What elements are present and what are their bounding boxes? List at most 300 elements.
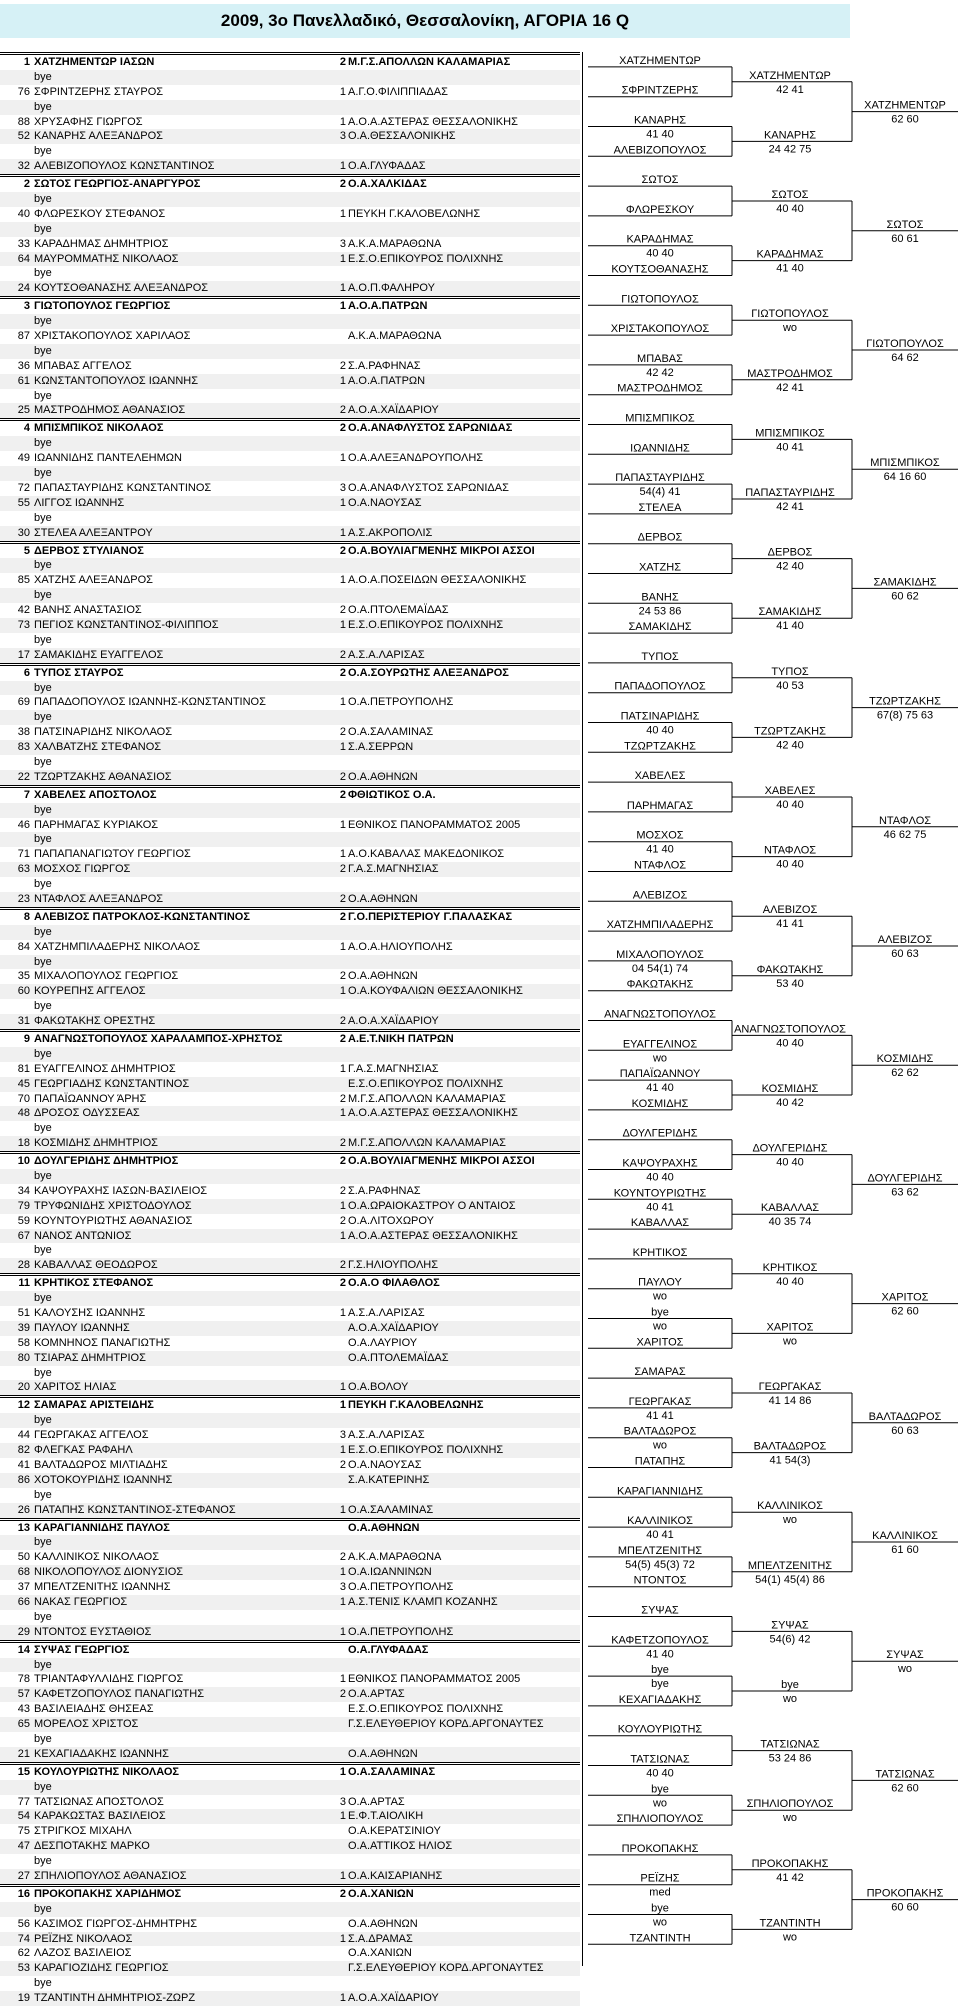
seed-rank: 2: [339, 666, 346, 679]
seed-rank: 1: [339, 1625, 346, 1638]
club-name: Α.Ο.Α.ΧΑΪΔΑΡΙΟΥ: [348, 404, 439, 417]
entry-row: [0, 1380, 580, 1395]
round2-winner: ΠΡΟΚΟΠΑΚΗΣ: [751, 1857, 829, 1870]
round2-score: 41 40: [776, 620, 804, 633]
entry-row: [0, 663, 580, 681]
player-name: ΝΤΑΦΛΟΣ ΑΛΕΞΑΝΔΡΟΣ: [34, 892, 164, 905]
round1-winner: ΧΑΤΖΗΜΠΙΛΑΔΕΡΗΣ: [606, 919, 714, 932]
seed-rank: 2: [339, 544, 346, 557]
round1-winner: ΧΑΤΖΗΣ: [638, 561, 682, 574]
seed-rank: 1: [339, 85, 346, 98]
entry-number: 13: [17, 1521, 30, 1534]
entry-row: [0, 1747, 580, 1762]
player-name: bye: [34, 1488, 52, 1501]
entry-number: 43: [17, 1703, 30, 1716]
round1-winner: ΦΑΚΩΤΑΚΗΣ: [626, 978, 694, 991]
entry-row: [0, 1473, 580, 1488]
seed-rank: 1: [339, 252, 346, 265]
entry-row: [0, 52, 580, 70]
player-name: ΒΑΛΤΑΔΩΡΟΣ ΜΙΛΤΙΑΔΗΣ: [34, 1458, 168, 1471]
qualifier-score: 60 60: [891, 1901, 919, 1914]
round1-winner: ΣΤΕΛΕΑ: [638, 501, 682, 514]
bye-row: [0, 1854, 580, 1869]
player-name: ΜΠΑΒΑΣ ΑΓΓΕΛΟΣ: [34, 359, 132, 372]
entry-number: 4: [23, 422, 30, 435]
club-name: Α.Κ.Α.ΜΑΡΑΘΩΝΑ: [348, 237, 442, 250]
entry-row: [0, 418, 580, 436]
club-name: Ο.Α.ΓΛΥΦΑΔΑΣ: [348, 1643, 429, 1656]
seed-rank: 2: [339, 910, 346, 923]
bye-row: [0, 1780, 580, 1795]
seed-rank: 3: [339, 1795, 346, 1808]
entry-row: [0, 892, 580, 907]
entry-row: [0, 695, 580, 710]
round1-winner: ΜΠΑΒΑΣ: [637, 352, 683, 365]
player-name: ΤΡΥΦΩΝΙΔΗΣ ΧΡΙΣΤΟΔΟΥΛΟΣ: [34, 1199, 192, 1212]
seed-rank: 2: [339, 648, 346, 661]
club-name: ΦΘΙΩΤΙΚΟΣ Ο.Α.: [348, 788, 436, 801]
seed-rank: 1: [339, 1566, 346, 1579]
entry-number: 11: [18, 1277, 30, 1290]
round1-winner: ΝΤΑΦΛΟΣ: [633, 859, 687, 872]
player-name: ΝΙΚΟΛΟΠΟΥΛΟΣ ΔΙΟΝΥΣΙΟΣ: [34, 1566, 184, 1579]
entry-row: [0, 818, 580, 833]
entry-number: 37: [17, 1581, 30, 1594]
seed-rank: 2: [339, 404, 346, 417]
qualifier-score: wo: [897, 1663, 913, 1676]
player-name: ΜΑΥΡΟΜΜΑΤΗΣ ΝΙΚΟΛΑΟΣ: [34, 252, 179, 265]
entry-row: [0, 940, 580, 955]
round2-score: 40 41: [776, 441, 804, 454]
bye-row: [0, 1902, 580, 1917]
entry-row: [0, 1014, 580, 1029]
qualifier-name: ΑΛΕΒΙΖΟΣ: [877, 934, 933, 946]
entry-row: [0, 403, 580, 418]
club-name: Α.Κ.Α.ΜΑΡΑΘΩΝΑ: [348, 1551, 442, 1564]
player-name: bye: [34, 389, 52, 402]
seed-rank: 1: [339, 1595, 346, 1608]
bye-row: [0, 1535, 580, 1550]
bye-row: [0, 1413, 580, 1428]
round2-score: 41 40: [776, 262, 804, 275]
entry-number: 71: [17, 848, 30, 861]
player-name: bye: [34, 1977, 52, 1990]
club-name: Ο.Α.ΧΑΛΚΙΔΑΣ: [348, 178, 427, 191]
seed-rank: 2: [339, 788, 346, 801]
round1-winner: ΤΥΠΟΣ: [641, 650, 679, 663]
player-name: bye: [34, 1414, 52, 1427]
club-name: Σ.Α.ΣΕΡΡΩΝ: [348, 741, 414, 754]
club-name: Μ.Γ.Σ.ΑΠΟΛΛΩΝ ΚΑΛΑΜΑΡΙΑΣ: [348, 1137, 506, 1150]
round2-score: 42 41: [776, 501, 804, 513]
seed-rank: 1: [339, 160, 346, 173]
round1-score: med: [649, 1886, 671, 1899]
seed-rank: 2: [339, 1137, 346, 1150]
player-name: ΚΑΡΑΚΩΣΤΑΣ ΒΑΣΙΛΕΙΟΣ: [34, 1810, 166, 1823]
round2-score: 40 40: [776, 1156, 804, 1169]
player-name: ΜΠΕΛΤΖΕΝΙΤΗΣ ΙΩΑΝΝΗΣ: [34, 1581, 171, 1594]
seed-rank: 3: [339, 237, 346, 250]
club-name: Α.Ο.ΚΑΒΑΛΑΣ ΜΑΚΕΔΟΝΙΚΟΣ: [348, 848, 505, 861]
round1-winner: bye: [651, 1783, 669, 1796]
round2-winner: ΜΠΕΛΤΖΕΝΙΤΗΣ: [747, 1559, 833, 1572]
round2-winner: ΦΑΚΩΤΑΚΗΣ: [756, 963, 824, 976]
entry-row: [0, 159, 580, 174]
seed-rank: 1: [339, 526, 346, 539]
round1-score: 40 40: [646, 724, 674, 737]
entry-row: [0, 1077, 580, 1092]
player-name: ΠΑΠΑΪΩΑΝΝΟΥ ΆΡΗΣ: [34, 1092, 147, 1105]
entry-number: 2: [23, 178, 30, 191]
club-name: Μ.Γ.Σ.ΑΠΟΛΛΩΝ ΚΑΛΑΜΑΡΙΑΣ: [348, 1092, 506, 1105]
player-name: bye: [34, 589, 52, 602]
seed-rank: 1: [339, 115, 346, 128]
round1-score: 40 40: [646, 1767, 674, 1780]
club-name: Σ.Α.ΚΑΤΕΡΙΝΗΣ: [348, 1473, 430, 1486]
entry-number: 57: [17, 1688, 30, 1701]
player-name: ΣΤΕΛΕΑ ΑΛΕΞΑΝΤΡΟΥ: [34, 526, 153, 539]
player-name: bye: [34, 711, 52, 724]
entry-list: [0, 52, 580, 2006]
entry-number: 49: [17, 452, 30, 465]
club-name: Ο.Α.ΑΘΗΝΩΝ: [348, 1521, 420, 1534]
round2-score: 42 40: [776, 739, 804, 752]
round1-winner: ΣΠΗΛΙΟΠΟΥΛΟΣ: [616, 1813, 704, 1826]
entry-row: [0, 1824, 580, 1839]
entry-row: [0, 969, 580, 984]
round1-winner: ΤΖΩΡΤΖΑΚΗΣ: [624, 740, 696, 753]
club-name: Α.Ο.Α.ΠΟΣΕΙΔΩΝ ΘΕΣΣΑΛΟΝΙΚΗΣ: [348, 574, 527, 587]
round1-winner: ΤΖΑΝΤΙΝΤΗ: [629, 1932, 691, 1945]
club-name: Α.Σ.Α.ΛΑΡΙΣΑΣ: [348, 1429, 425, 1442]
player-name: ΣΦΡΙΝΤΖΕΡΗΣ ΣΤΑΥΡΟΣ: [34, 85, 164, 98]
round1-winner: bye: [651, 1902, 669, 1915]
round2-score: 40 40: [776, 203, 804, 215]
club-name: Ο.Α.ΒΟΥΛΙΑΓΜΕΝΗΣ ΜΙΚΡΟΙ ΑΣΣΟΙ: [348, 1155, 535, 1168]
entry-number: 78: [17, 1673, 30, 1686]
player-name: ΜΑΣΤΡΟΔΗΜΟΣ ΑΘΑΝΑΣΙΟΣ: [34, 404, 186, 417]
club-name: Α.Σ.Α.ΛΑΡΙΣΑΣ: [348, 1307, 425, 1320]
bye-row: [0, 1169, 580, 1184]
club-name: Α.Ο.Α.ΧΑΪΔΑΡΙΟΥ: [348, 1992, 439, 2005]
player-name: ΠΑΠΑΠΑΝΑΓΙΩΤΟΥ ΓΕΩΡΓΙΟΣ: [34, 848, 191, 861]
bye-row: [0, 1291, 580, 1306]
round2-winner: ΣΑΜΑΚΙΔΗΣ: [758, 606, 822, 619]
entry-number: 70: [17, 1092, 30, 1105]
entry-number: 73: [17, 618, 30, 631]
player-name: ΜΙΧΑΛΟΠΟΥΛΟΣ ΓΕΩΡΓΙΟΣ: [34, 970, 179, 983]
player-name: bye: [34, 222, 52, 235]
entry-number: 3: [23, 300, 30, 313]
entry-row: [0, 1395, 580, 1413]
entry-row: [0, 1809, 580, 1824]
round1-score: 54(4) 41: [639, 486, 681, 499]
qualifier-score: 62 60: [891, 113, 919, 126]
round2-winner: ΚΟΣΜΙΔΗΣ: [761, 1083, 819, 1095]
player-name: ΝΑΚΑΣ ΓΕΩΡΓΙΟΣ: [34, 1595, 128, 1608]
entry-row: [0, 907, 580, 925]
entry-number: 28: [17, 1259, 30, 1272]
seed-rank: 2: [339, 1155, 346, 1168]
entry-number: 7: [23, 788, 30, 801]
entry-number: 61: [17, 374, 30, 387]
round2-winner: ΤΥΠΟΣ: [771, 665, 809, 678]
bye-row: [0, 1732, 580, 1747]
round1-winner: ΧΑΒΕΛΕΣ: [634, 770, 686, 783]
round2-winner: ΒΑΛΤΑΔΩΡΟΣ: [753, 1440, 827, 1453]
player-name: ΝΤΟΝΤΟΣ ΕΥΣΤΑΘΙΟΣ: [34, 1625, 152, 1638]
player-name: bye: [34, 1780, 52, 1793]
entry-row: [0, 1961, 580, 1976]
entry-row: [0, 252, 580, 267]
club-name: Ο.Α.ΩΡΑΙΟΚΑΣΤΡΟΥ Ο ΑΝΤΑΙΟΣ: [348, 1199, 516, 1212]
round1-winner: ΡΕΪΖΗΣ: [640, 1872, 680, 1885]
club-name: Ο.Α.ΑΝΑΦΛΥΣΤΟΣ ΣΑΡΩΝΙΔΑΣ: [348, 422, 513, 435]
entry-row: [0, 1550, 580, 1565]
round2-score: wo: [782, 1514, 798, 1527]
round1-winner: ΔΕΡΒΟΣ: [637, 531, 683, 544]
qualifier-name: ΓΙΩΤΟΠΟΥΛΟΣ: [866, 338, 944, 350]
qualifier-score: 60 62: [891, 590, 919, 603]
club-name: Ο.Α.ΚΕΡΑΤΣΙΝΙΟΥ: [348, 1825, 441, 1838]
player-name: ΑΛΕΒΙΖΟΠΟΥΛΟΣ ΚΩΝΣΤΑΝΤΙΝΟΣ: [34, 160, 215, 173]
entry-number: 76: [17, 85, 30, 98]
round1-score: 54(5) 45(3) 72: [625, 1558, 695, 1571]
seed-rank: 1: [339, 1399, 346, 1412]
player-name: bye: [34, 437, 52, 450]
player-name: ΠΡΟΚΟΠΑΚΗΣ ΧΑΡΙΔΗΜΟΣ: [34, 1887, 182, 1900]
club-name: Α.Ο.Α.ΑΣΤΕΡΑΣ ΘΕΣΣΑΛΟΝΙΚΗΣ: [348, 1229, 518, 1242]
entry-number: 45: [17, 1077, 30, 1090]
entry-row: [0, 725, 580, 740]
qualifier-score: 60 63: [891, 1424, 919, 1437]
entry-number: 18: [17, 1137, 30, 1150]
entry-row: [0, 573, 580, 588]
seed-rank: 2: [339, 770, 346, 783]
entry-number: 48: [17, 1107, 30, 1120]
round1-winner: ΜΑΣΤΡΟΔΗΜΟΣ: [617, 382, 703, 395]
player-name: bye: [34, 1902, 52, 1915]
qualifier-name: ΣΥΨΑΣ: [886, 1649, 924, 1662]
player-name: bye: [34, 145, 52, 158]
entry-row: [0, 1795, 580, 1810]
round1-winner: ΕΥΑΓΓΕΛΙΝΟΣ: [622, 1038, 698, 1051]
seed-rank: 1: [339, 1229, 346, 1242]
player-name: ΚΟΥΛΟΥΡΙΩΤΗΣ ΝΙΚΟΛΑΟΣ: [34, 1765, 180, 1778]
round1-winner: ΙΩΑΝΝΙΔΗΣ: [630, 442, 690, 455]
seed-rank: 1: [339, 985, 346, 998]
seed-rank: 1: [339, 940, 346, 953]
round2-score: wo: [782, 322, 798, 335]
player-name: ΧΑΛΒΑΤΖΗΣ ΣΤΕΦΑΝΟΣ: [34, 741, 162, 754]
entry-number: 79: [17, 1199, 30, 1212]
entry-row: [0, 1443, 580, 1458]
round2-score: 42 40: [776, 560, 804, 573]
player-name: ΝΑΝΟΣ ΑΝΤΩΝΙΟΣ: [34, 1229, 132, 1242]
entry-row: [0, 1336, 580, 1351]
entry-number: 60: [17, 985, 30, 998]
seed-rank: 1: [339, 818, 346, 831]
entry-number: 15: [17, 1765, 30, 1778]
bye-row: [0, 70, 580, 85]
player-name: ΤΖΑΝΤΙΝΤΗ ΔΗΜΗΤΡΙΟΣ-ΖΩΡΖ: [34, 1992, 196, 2005]
player-name: ΧΑΒΕΛΕΣ ΑΠΟΣΤΟΛΟΣ: [34, 788, 157, 801]
club-name: Ο.Α.ΙΩΑΝΝΙΝΩΝ: [348, 1566, 432, 1579]
round1-winner: ΚΡΗΤΙΚΟΣ: [632, 1246, 688, 1259]
entry-number: 83: [17, 741, 30, 754]
entry-number: 5: [23, 544, 30, 557]
seed-rank: 1: [339, 1381, 346, 1394]
seed-rank: 1: [339, 1107, 346, 1120]
player-name: ΧΑΤΖΗΜΠΙΛΑΔΕΡΗΣ ΝΙΚΟΛΑΟΣ: [34, 940, 201, 953]
round2-score: wo: [782, 1335, 798, 1348]
player-name: ΧΡΥΣΑΦΗΣ ΓΙΩΡΓΟΣ: [34, 115, 143, 128]
player-name: ΚΟΜΝΗΝΟΣ ΠΑΝΑΓΙΩΤΗΣ: [34, 1336, 171, 1349]
round2-winner: ΧΑΤΖΗΜΕΝΤΩΡ: [749, 69, 831, 82]
bye-row: [0, 955, 580, 970]
round2-score: 40 40: [776, 1275, 804, 1288]
club-name: Ε.Σ.Ο.ΕΠΙΚΟΥΡΟΣ ΠΟΛΙΧΝΗΣ: [348, 252, 504, 265]
bye-row: [0, 925, 580, 940]
entry-row: [0, 207, 580, 222]
club-name: Ο.Α.ΑΡΤΑΣ: [348, 1688, 405, 1701]
entry-row: [0, 296, 580, 314]
entry-number: 64: [17, 252, 30, 265]
seed-rank: 2: [339, 422, 346, 435]
player-name: bye: [34, 70, 52, 83]
entry-number: 86: [17, 1473, 30, 1486]
club-name: Ο.Α.ΑΤΤΙΚΟΣ ΗΛΙΟΣ: [348, 1840, 453, 1853]
round1-winner: ΚΑΦΕΤΖΟΠΟΥΛΟΣ: [611, 1634, 709, 1647]
seed-rank: 2: [339, 359, 346, 372]
club-name: Ο.Α.ΘΕΣΣΑΛΟΝΙΚΗΣ: [348, 130, 456, 143]
entry-row: [0, 359, 580, 374]
entry-number: 21: [17, 1747, 30, 1760]
round2-score: 41 14 86: [768, 1395, 812, 1407]
round1-winner: ΔΟΥΛΓΕΡΙΔΗΣ: [622, 1127, 698, 1140]
bye-row: [0, 436, 580, 451]
entry-number: 16: [17, 1887, 30, 1900]
round1-score: 41 40: [646, 1648, 674, 1661]
round2-winner: ΚΑΡΑΔΗΜΑΣ: [756, 248, 824, 261]
club-name: Ο.Α.ΠΤΟΛΕΜΑΪΔΑΣ: [348, 604, 449, 617]
round2-score: 24 42 75: [768, 143, 812, 156]
seed-rank: 1: [339, 696, 346, 709]
entry-number: 32: [17, 160, 30, 173]
player-name: bye: [34, 955, 52, 968]
bye-row: [0, 192, 580, 207]
round1-winner: ΚΟΣΜΙΔΗΣ: [631, 1097, 689, 1110]
round1-winner: ΣΑΜΑΡΑΣ: [634, 1366, 686, 1379]
player-name: bye: [34, 1244, 52, 1257]
club-name: Ο.Α.ΠΤΟΛΕΜΑΪΔΑΣ: [348, 1351, 449, 1364]
round1-winner: ΧΑΡΙΤΟΣ: [636, 1336, 684, 1349]
round2-winner: ΔΟΥΛΓΕΡΙΔΗΣ: [752, 1142, 828, 1155]
player-name: bye: [34, 633, 52, 646]
entry-number: 12: [17, 1399, 30, 1412]
entry-row: [0, 85, 580, 100]
player-name: ΜΟΣΧΟΣ ΓΙΩΡΓΟΣ: [34, 863, 131, 876]
club-name: Ο.Α.ΚΟΥΦΑΛΙΩΝ ΘΕΣΣΑΛΟΝΙΚΗΣ: [348, 985, 523, 998]
round2-winner: ΔΕΡΒΟΣ: [767, 546, 813, 559]
player-name: bye: [34, 511, 52, 524]
entry-row: [0, 1932, 580, 1947]
club-name: Ε.Σ.Ο.ΕΠΙΚΟΥΡΟΣ ΠΟΛΙΧΝΗΣ: [348, 1077, 504, 1090]
entry-number: 41: [17, 1458, 30, 1471]
round2-score: 40 53: [776, 679, 804, 692]
round2-winner: ΧΑΡΙΤΟΣ: [766, 1321, 814, 1334]
round2-winner: ΑΝΑΓΝΩΣΤΟΠΟΥΛΟΣ: [734, 1023, 846, 1036]
round1-winner: ΜΟΣΧΟΣ: [636, 829, 684, 842]
qualifier-name: ΧΑΡΙΤΟΣ: [881, 1291, 929, 1304]
qualifier-score: 46 62 75: [883, 828, 927, 841]
club-name: Ο.Α.ΧΑΝΙΩΝ: [348, 1947, 412, 1960]
round1-winner: ΠΑΥΛΟΥ: [638, 1276, 682, 1289]
club-name: ΕΘΝΙΚΟΣ ΠΑΝΟΡΑΜΜΑΤΟΣ 2005: [348, 818, 521, 831]
bye-row: [0, 1121, 580, 1136]
club-name: Γ.Σ.ΗΛΙΟΥΠΟΛΗΣ: [348, 1259, 439, 1272]
seed-rank: 2: [339, 1458, 346, 1471]
entry-row: [0, 329, 580, 344]
entry-number: 58: [17, 1336, 30, 1349]
bye-row: [0, 877, 580, 892]
qualifier-score: 62 60: [891, 1305, 919, 1318]
player-name: ΣΥΨΑΣ ΓΕΩΡΓΙΟΣ: [34, 1643, 130, 1656]
player-name: ΠΑΤΣΙΝΑΡΙΔΗΣ ΝΙΚΟΛΑΟΣ: [34, 726, 173, 739]
qualifier-name: ΣΑΜΑΚΙΔΗΣ: [873, 576, 937, 589]
qualifier-name: ΤΖΩΡΤΖΑΚΗΣ: [869, 695, 941, 708]
entry-row: [0, 1565, 580, 1580]
round2-winner: ΑΛΕΒΙΖΟΣ: [762, 904, 818, 917]
entry-row: [0, 237, 580, 252]
bye-row: [0, 710, 580, 725]
seed-rank: 2: [339, 970, 346, 983]
entry-row: [0, 1580, 580, 1595]
round2-score: 40 40: [776, 799, 804, 811]
entry-row: [0, 847, 580, 862]
entry-row: [0, 862, 580, 877]
player-name: ΚΑΦΕΤΖΟΠΟΥΛΟΣ ΠΑΝΑΓΙΩΤΗΣ: [34, 1688, 205, 1701]
club-name: Μ.Γ.Σ.ΑΠΟΛΛΩΝ ΚΑΛΑΜΑΡΙΑΣ: [348, 56, 511, 68]
entry-number: 81: [17, 1062, 30, 1075]
bye-row: [0, 1366, 580, 1381]
round2-score: 41 54(3): [769, 1454, 811, 1467]
entry-number: 66: [17, 1595, 30, 1608]
entry-row: [0, 1839, 580, 1854]
seed-rank: 1: [339, 1673, 346, 1686]
player-name: ΑΛΕΒΙΖΟΣ ΠΑΤΡΟΚΛΟΣ-ΚΩΝΣΤΑΝΤΙΝΟΣ: [34, 910, 250, 923]
qualifier-score: 63 62: [891, 1186, 919, 1199]
club-name: ΕΘΝΙΚΟΣ ΠΑΝΟΡΑΜΜΑΤΟΣ 2005: [348, 1673, 521, 1686]
seed-rank: 2: [339, 1033, 346, 1045]
club-name: Ο.Α.ΠΕΤΡΟΥΠΟΛΗΣ: [348, 1581, 454, 1594]
club-name: Ο.Α.ΑΘΗΝΩΝ: [348, 1917, 418, 1930]
player-name: ΠΑΠΑΔΟΠΟΥΛΟΣ ΙΩΑΝΝΗΣ-ΚΩΝΣΤΑΝΤΙΝΟΣ: [34, 696, 266, 709]
bye-row: [0, 1488, 580, 1503]
entry-row: [0, 1351, 580, 1366]
round1-winner: ΧΑΤΖΗΜΕΝΤΩΡ: [619, 54, 701, 67]
round1-winner: ΚΑΒΑΛΛΑΣ: [630, 1217, 690, 1230]
seed-rank: 1: [339, 1307, 346, 1320]
round1-winner: ΜΠΙΣΜΠΙΚΟΣ: [625, 412, 695, 425]
entry-number: 14: [17, 1643, 30, 1656]
seed-rank: 1: [339, 374, 346, 387]
seed-rank: 2: [339, 1688, 346, 1701]
bye-row: [0, 344, 580, 359]
round2-score: 54(1) 45(4) 86: [755, 1573, 825, 1586]
seed-rank: 2: [339, 56, 346, 68]
round1-score: wo: [652, 1290, 668, 1303]
